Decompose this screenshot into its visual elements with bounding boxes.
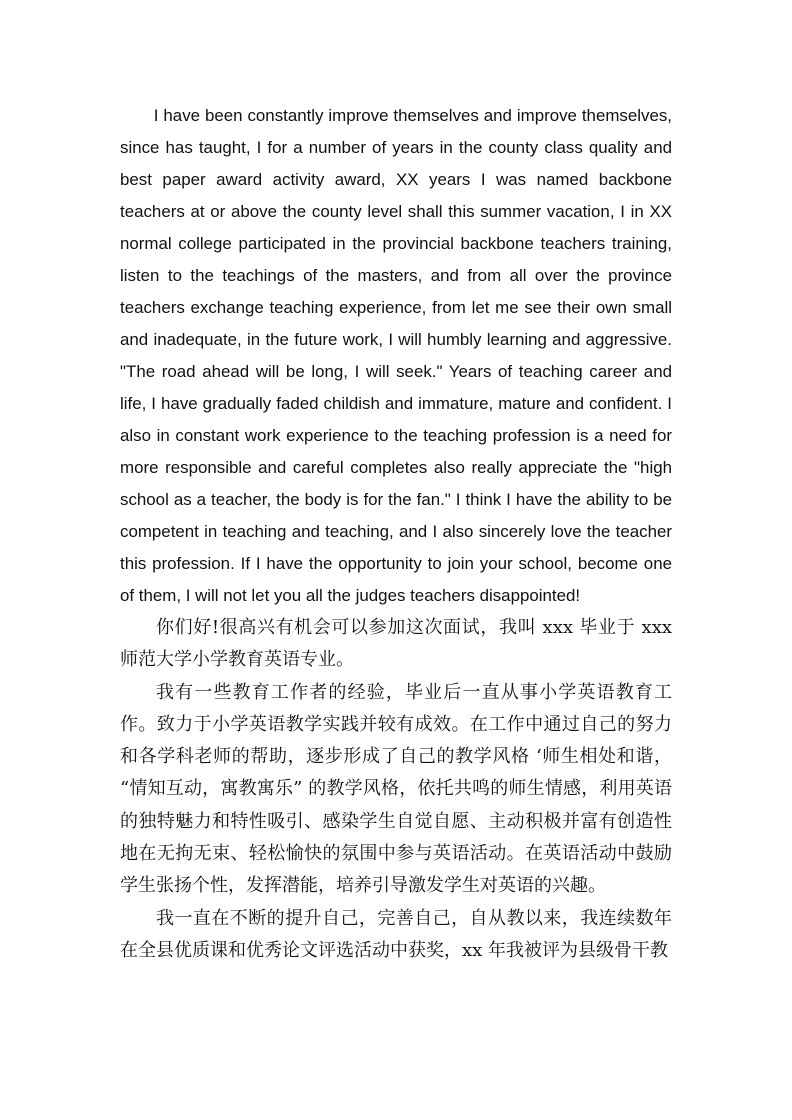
document-body bbox=[120, 100, 672, 967]
paragraph-experience: 我有一些教育工作者的经验，毕业后一直从事小学英语教育工作。致力于小学英语教学实践并较有成效。在工作中通过自己的努力和各学科老师的帮助，逐步形成了自己的教学风格 ‘师生相处和谐， “情知互动，寓教寓乐” 的教学风格，依托共鸣的师生情感，利用英语的独特魅力和特性吸引、感染学生自觉自愿、主动积极并富有创造性地在无拘无束、轻松愉快的氛围中参与英语活动。在英语活动中鼓励学生张扬个性，发挥潜能，培养引导激发学生对英语的兴趣。 bbox=[120, 681, 672, 897]
paragraph-self-improvement: 我一直在不断的提升自己，完善自己，自从教以来，我连续数年在全县优质课和优秀论文评选活动中获奖，xx 年我被评为县级骨干教 bbox=[120, 907, 672, 961]
paragraph-english-statement: I have been constantly improve themselves and improve themselves, since has taught, I for a number of years in the county class quality and best paper award activity award, XX years I was named backbone teachers at or above the county level shall this summer vacation, I in XX normal college participated in the provincial backbone teachers training, listen to the teachings of the masters, and from all over the province teachers exchange teaching experience, from let me see their own small and inadequate, in the future work, I will humbly learning and aggressive. "The road ahead will be long, I will seek." Years of teaching career and life, I have gradually faded childish and immature, mature and confident. I also in constant work experience to the teaching profession is a need for more responsible and careful completes also really appreciate the "high school as a teacher, the body is for the fan." I think I have the ability to be competent in teaching and teaching, and I also sincerely love the teacher this profession. If I have the opportunity to join your school, become one of them, I will not let you all the judges teachers disappointed! bbox=[120, 106, 672, 605]
paragraph-greeting: 你们好!很高兴有机会可以参加这次面试，我叫 xxx 毕业于 xxx 师范大学小学教育英语专业。 bbox=[120, 617, 672, 671]
